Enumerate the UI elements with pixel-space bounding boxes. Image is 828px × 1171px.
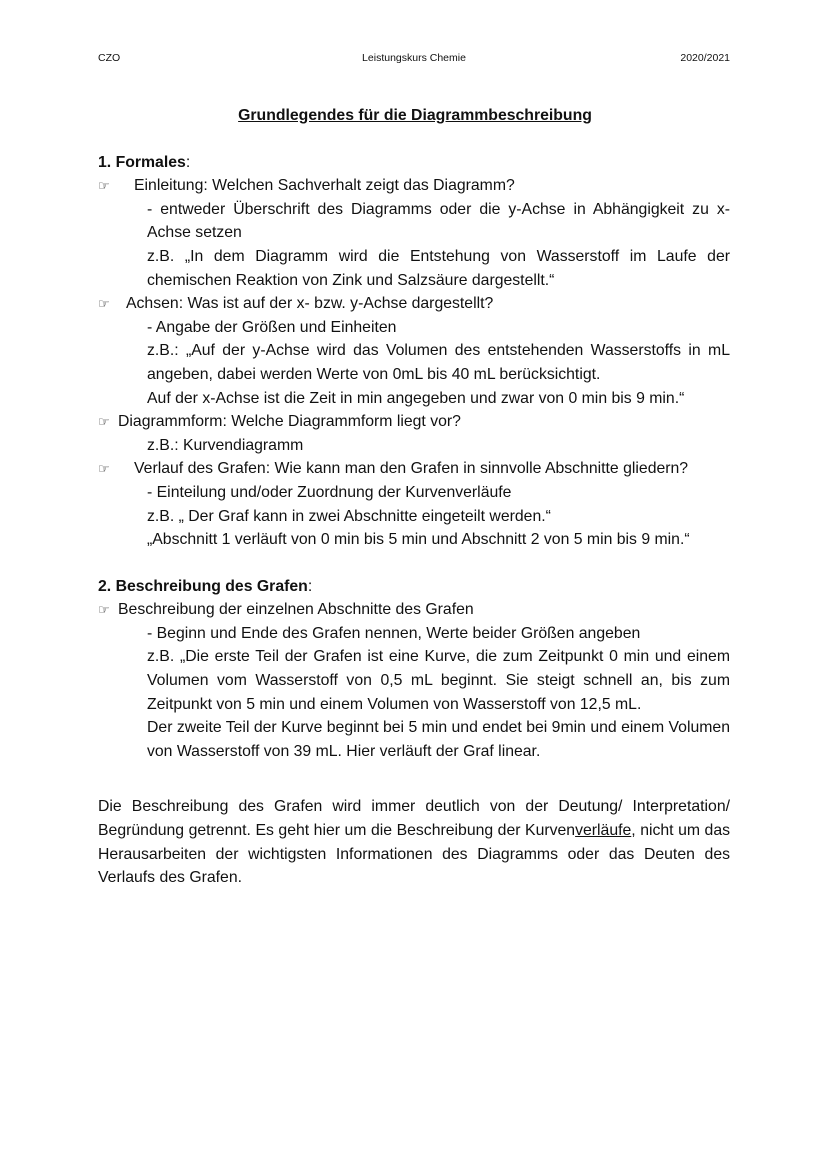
section-2-title: 2. Beschreibung des Grafen xyxy=(98,577,308,595)
pointing-hand-icon: ☞ xyxy=(98,296,110,312)
bullet-beschreibung-line-2: z.B. „Die erste Teil der Grafen ist eine Kurve, die zum Zeitpunkt 0 min und einem Volumen vom Wasserstoff von 0,5 mL beginnt. Sie steigt schnell an, bis zum Zeitpunkt von 5 min und einem Volumen von Wasserstoff von 12,5 mL. xyxy=(147,648,730,713)
section-1-colon: : xyxy=(185,153,191,171)
bullet-einleitung-line-2: z.B. „In dem Diagramm wird die Entstehung von Wasserstoff im Laufe der chemischen Reaktion von Zink und Salzsäure dargestellt.“ xyxy=(147,247,730,289)
pointing-hand-icon: ☞ xyxy=(98,178,110,194)
bullet-beschreibung-line-3: Der zweite Teil der Kurve beginnt bei 5 min und endet bei 9min und einem Volumen von Wasserstoff von 39 mL. Hier verläuft der Graf linear. xyxy=(147,719,730,760)
section-2-heading xyxy=(98,575,730,599)
bullet-einleitung-text: Einleitung: Welchen Sachverhalt zeigt das Diagramm? xyxy=(134,177,515,195)
bullet-diagrammform-text: Diagrammform: Welche Diagrammform liegt vor? xyxy=(118,413,461,431)
bullet-achsen xyxy=(98,292,730,316)
bullet-achsen-text: Achsen: Was ist auf der x- bzw. y-Achse dargestellt? xyxy=(126,295,494,313)
bullet-einleitung-line-1: - entweder Überschrift des Diagramms oder die y-Achse in Abhängigkeit zu x-Achse setzen xyxy=(147,200,730,242)
bullet-diagrammform xyxy=(98,410,730,434)
header-school-year: 2020/2021 xyxy=(680,52,730,64)
closing-spacer xyxy=(98,763,730,795)
pointing-hand-icon: ☞ xyxy=(98,414,110,430)
bullet-einleitung xyxy=(98,174,730,198)
bullet-achsen-line-1: - Angabe der Größen und Einheiten xyxy=(147,318,397,336)
header-course-code: CZO xyxy=(98,52,121,64)
bullet-beschreibung-text: Beschreibung der einzelnen Abschnitte des Grafen xyxy=(118,601,474,619)
pointing-hand-icon: ☞ xyxy=(98,461,110,477)
closing-underlined-word: verläufe xyxy=(575,822,632,840)
bullet-verlauf-line-1: - Einteilung und/oder Zuordnung der Kurvenverläufe xyxy=(147,483,512,501)
closing-paragraph xyxy=(98,795,730,889)
closing-text-after: , nicht um das Herausarbeiten der wichtigsten Informationen des Diagramms oder das Deuten des Verlaufs des Grafen. xyxy=(98,822,731,887)
bullet-verlauf xyxy=(98,457,730,481)
document-body xyxy=(98,104,730,890)
header-course-title: Leistungskurs Chemie xyxy=(362,52,466,64)
closing-text-before: Die Beschreibung des Grafen wird immer deutlich von der Deutung/ Interpretation/ Begründung getrennt. Es geht hier um die Beschreibung der Kurven xyxy=(98,798,730,840)
bullet-verlauf-line-3: „Abschnitt 1 verläuft von 0 min bis 5 min und Abschnitt 2 von 5 min bis 9 min.“ xyxy=(147,531,690,549)
bullet-beschreibung xyxy=(98,598,730,622)
bullet-diagrammform-line-1: z.B.: Kurvendiagramm xyxy=(147,436,304,454)
bullet-verlauf-line-2: z.B. „ Der Graf kann in zwei Abschnitte eingeteilt werden.“ xyxy=(147,507,551,525)
pointing-hand-icon: ☞ xyxy=(98,602,110,618)
bullet-achsen-line-3: Auf der x-Achse ist die Zeit in min angegeben und zwar von 0 min bis 9 min.“ xyxy=(147,389,685,407)
bullet-verlauf-text: Verlauf des Grafen: Wie kann man den Grafen in sinnvolle Abschnitte gliedern? xyxy=(134,460,689,478)
page-header xyxy=(98,52,730,66)
section-2-colon: : xyxy=(307,577,313,595)
bullet-achsen-line-2: z.B.: „Auf der y-Achse wird das Volumen des entstehenden Wasserstoffs in mL angeben, dabei werden Werte von 0mL bis 40 mL berücksichtigt. xyxy=(147,342,730,383)
section-1-heading xyxy=(98,151,730,175)
section-1-title: 1. Formales xyxy=(98,153,186,171)
document-title: Grundlegendes für die Diagrammbeschreibung xyxy=(238,107,592,124)
bullet-beschreibung-line-1: - Beginn und Ende des Grafen nennen, Werte beider Größen angeben xyxy=(147,624,641,642)
section-spacer xyxy=(98,552,730,575)
